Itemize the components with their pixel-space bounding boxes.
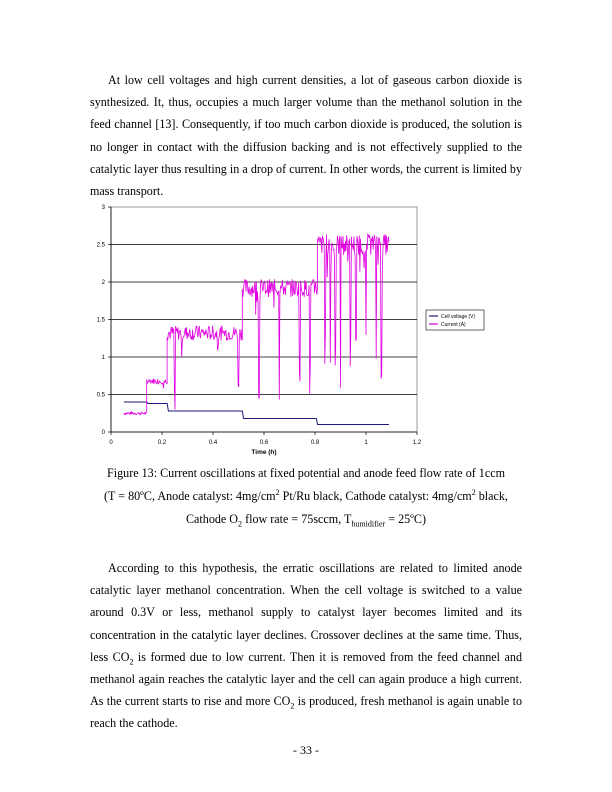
y-tick-label: 0 <box>101 430 105 436</box>
caption-sub-2: humidifier <box>351 519 386 529</box>
x-tick-label: 1.2 <box>412 440 422 446</box>
y-tick-label: 1.5 <box>96 317 105 324</box>
caption-sup-1: 2 <box>275 487 280 497</box>
paragraph-2-part-3: is produced, fresh methanol is again unable to reach the cathode. <box>90 694 523 731</box>
figure-caption-line-1 <box>70 462 542 484</box>
caption-line-3b: flow rate = 75sccm, T <box>242 512 352 526</box>
current-oscillation-chart <box>90 198 522 464</box>
paragraph-1-text: At low cell voltages and high current densities, a lot of gaseous carbon dioxide is synthesized. It, thus, occupies a much larger volume than the methanol solution in the feed channel [13]. Consequently, if too much carbon dioxide is produced, the solution is no longer in contact with the diffusion backing and is not effectively supplied to the catalytic layer thus resulting in a drop of current. In other words, the current is limited by mass transport. <box>90 73 522 199</box>
paragraph-2-part-1: According to this hypothesis, the erratic oscillations are related to limited anode catalytic layer methanol concentration. When the cell voltage is switched to a value around 0.3V or less, methanol supply to catalyst layer becomes limited and its concentration in the catalytic layer declines. Crossover declines at the same time. Thus, less CO <box>90 561 522 664</box>
legend-label: Cell voltage (V) <box>441 314 476 320</box>
caption-line-2c: black, <box>475 489 508 503</box>
caption-line-2a: (T = 80ºC, Anode catalyst: 4mg/cm <box>104 489 276 503</box>
y-tick-label: 2.5 <box>96 242 105 249</box>
caption-sup-2: 2 <box>471 487 476 497</box>
x-tick-label: 0.4 <box>208 440 218 446</box>
page-number: - 33 - <box>293 743 319 757</box>
chart-legend <box>426 310 484 330</box>
figure-caption-line-3 <box>70 508 542 530</box>
x-tick-label: 0 <box>109 440 113 446</box>
y-tick-label: 3 <box>101 205 105 211</box>
paragraph-mass-transport <box>90 69 522 202</box>
paragraph-2-sub-1: 2 <box>129 657 134 667</box>
x-tick-label: 0.8 <box>310 440 320 446</box>
y-tick-label: 2 <box>101 280 105 286</box>
x-axis-label: Time (h) <box>251 449 277 456</box>
y-tick-label: 1 <box>101 355 105 361</box>
x-tick-label: 0.2 <box>157 440 167 446</box>
caption-sub-1: 2 <box>238 519 243 529</box>
legend-label: Current (A) <box>441 322 466 328</box>
paragraph-2-part-2: is formed due to low current. Then it is removed from the feed channel and methanol again reaches the catalytic layer and the cell can again produce a high current. As the current starts to rise and more CO <box>90 649 522 709</box>
y-tick-label: 0.5 <box>96 392 105 399</box>
caption-line-3c: = 25ºC) <box>385 512 427 526</box>
caption-line-2b: Pt/Ru black, Cathode catalyst: 4mg/cm <box>279 489 472 503</box>
caption-line-3a: Cathode O <box>185 512 239 526</box>
figure-caption-line-2 <box>70 485 542 507</box>
x-tick-label: 1 <box>364 440 368 446</box>
paragraph-hypothesis <box>90 557 522 735</box>
x-tick-label: 0.6 <box>259 440 269 446</box>
caption-line-1-text: Figure 13: Current oscillations at fixed potential and anode feed flow rate of 1ccm <box>107 466 505 480</box>
paragraph-2-sub-2: 2 <box>290 701 295 711</box>
